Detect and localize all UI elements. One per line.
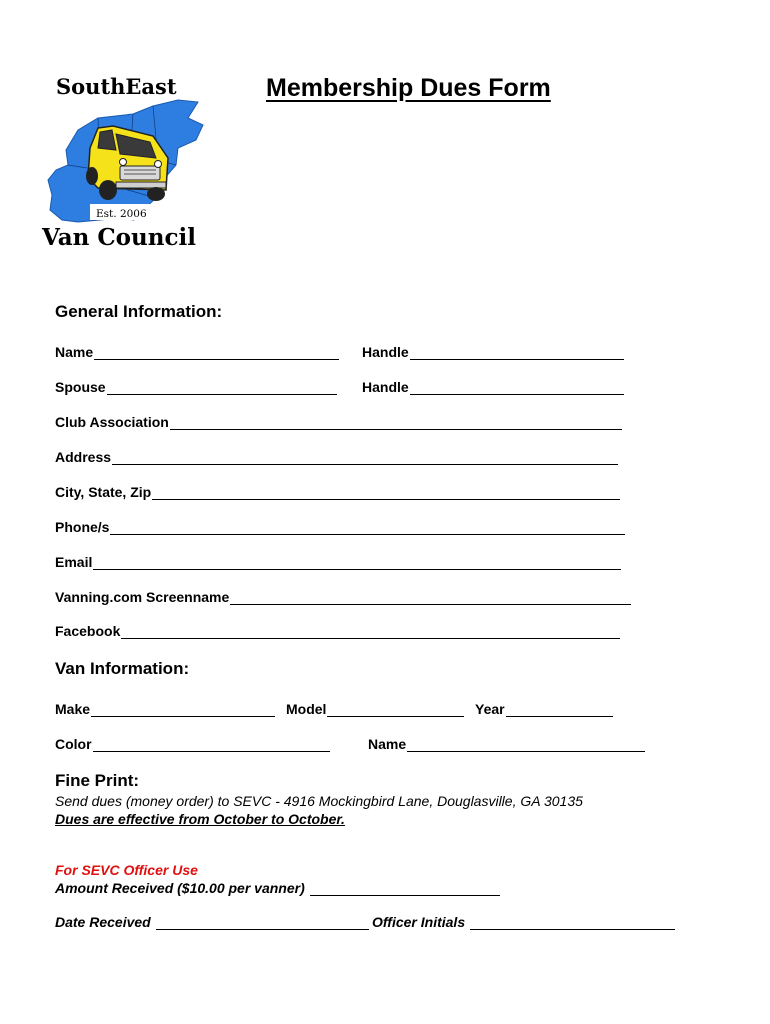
email-label: Email bbox=[55, 554, 93, 570]
name-line[interactable] bbox=[94, 346, 339, 360]
vanning-label: Vanning.com Screenname bbox=[55, 589, 230, 605]
make-field[interactable] bbox=[55, 701, 275, 717]
color-field[interactable] bbox=[55, 736, 330, 752]
date-received-label: Date Received bbox=[55, 914, 151, 930]
phone-field[interactable] bbox=[55, 519, 625, 535]
date-received-line[interactable] bbox=[156, 916, 369, 930]
color-label: Color bbox=[55, 736, 92, 752]
van-info-heading: Van Information: bbox=[55, 659, 190, 678]
officer-initials-line[interactable] bbox=[470, 916, 675, 930]
van-name-label: Name bbox=[368, 736, 407, 752]
handle-field-1[interactable] bbox=[362, 344, 624, 360]
amount-received-field[interactable] bbox=[55, 880, 500, 896]
city-label: City, State, Zip bbox=[55, 484, 152, 500]
van-name-field[interactable] bbox=[368, 736, 645, 752]
handle-label-2: Handle bbox=[362, 379, 409, 395]
club-label: Club Association bbox=[55, 414, 169, 430]
logo-bottom-text: Van Council bbox=[42, 224, 196, 251]
facebook-line[interactable] bbox=[121, 625, 620, 639]
general-info-heading: General Information: bbox=[55, 302, 223, 321]
address-label: Address bbox=[55, 449, 112, 465]
city-field[interactable] bbox=[55, 484, 620, 500]
facebook-label: Facebook bbox=[55, 623, 121, 639]
email-field[interactable] bbox=[55, 554, 621, 570]
logo-top-text: SouthEast bbox=[56, 74, 177, 99]
year-line[interactable] bbox=[506, 703, 613, 717]
color-line[interactable] bbox=[93, 738, 330, 752]
send-dues-text: Send dues (money order) to SEVC - 4916 Mockingbird Lane, Douglasville, GA 30135 bbox=[55, 793, 583, 809]
year-field[interactable] bbox=[475, 701, 613, 717]
page-title: Membership Dues Form bbox=[266, 74, 551, 102]
handle-line-2[interactable] bbox=[410, 381, 624, 395]
address-line[interactable] bbox=[112, 451, 618, 465]
model-field[interactable] bbox=[286, 701, 464, 717]
officer-initials-field[interactable] bbox=[372, 914, 675, 930]
model-line[interactable] bbox=[327, 703, 464, 717]
model-label: Model bbox=[286, 701, 327, 717]
handle-field-2[interactable] bbox=[362, 379, 624, 395]
make-label: Make bbox=[55, 701, 91, 717]
amount-received-label: Amount Received ($10.00 per vanner) bbox=[55, 880, 305, 896]
city-line[interactable] bbox=[152, 486, 620, 500]
spouse-field[interactable] bbox=[55, 379, 337, 395]
logo bbox=[38, 70, 213, 260]
date-received-field[interactable] bbox=[55, 914, 369, 930]
van-name-line[interactable] bbox=[407, 738, 645, 752]
vanning-field[interactable] bbox=[55, 589, 631, 605]
make-line[interactable] bbox=[91, 703, 275, 717]
email-line[interactable] bbox=[93, 556, 621, 570]
name-field[interactable] bbox=[55, 344, 339, 360]
dues-effective-text: Dues are effective from October to October. bbox=[55, 811, 345, 827]
handle-label-1: Handle bbox=[362, 344, 409, 360]
logo-est-text: Est. 2006 bbox=[96, 208, 147, 220]
address-field[interactable] bbox=[55, 449, 618, 465]
club-field[interactable] bbox=[55, 414, 622, 430]
phone-label: Phone/s bbox=[55, 519, 110, 535]
amount-received-line[interactable] bbox=[310, 882, 500, 896]
facebook-field[interactable] bbox=[55, 623, 620, 639]
name-label: Name bbox=[55, 344, 94, 360]
club-line[interactable] bbox=[170, 416, 622, 430]
phone-line[interactable] bbox=[110, 521, 625, 535]
year-label: Year bbox=[475, 701, 505, 717]
spouse-label: Spouse bbox=[55, 379, 106, 395]
officer-initials-label: Officer Initials bbox=[372, 914, 466, 930]
handle-line-1[interactable] bbox=[410, 346, 624, 360]
spouse-line[interactable] bbox=[107, 381, 337, 395]
vanning-line[interactable] bbox=[230, 591, 631, 605]
officer-use-heading: For SEVC Officer Use bbox=[55, 862, 198, 878]
fine-print-heading: Fine Print: bbox=[55, 771, 140, 790]
